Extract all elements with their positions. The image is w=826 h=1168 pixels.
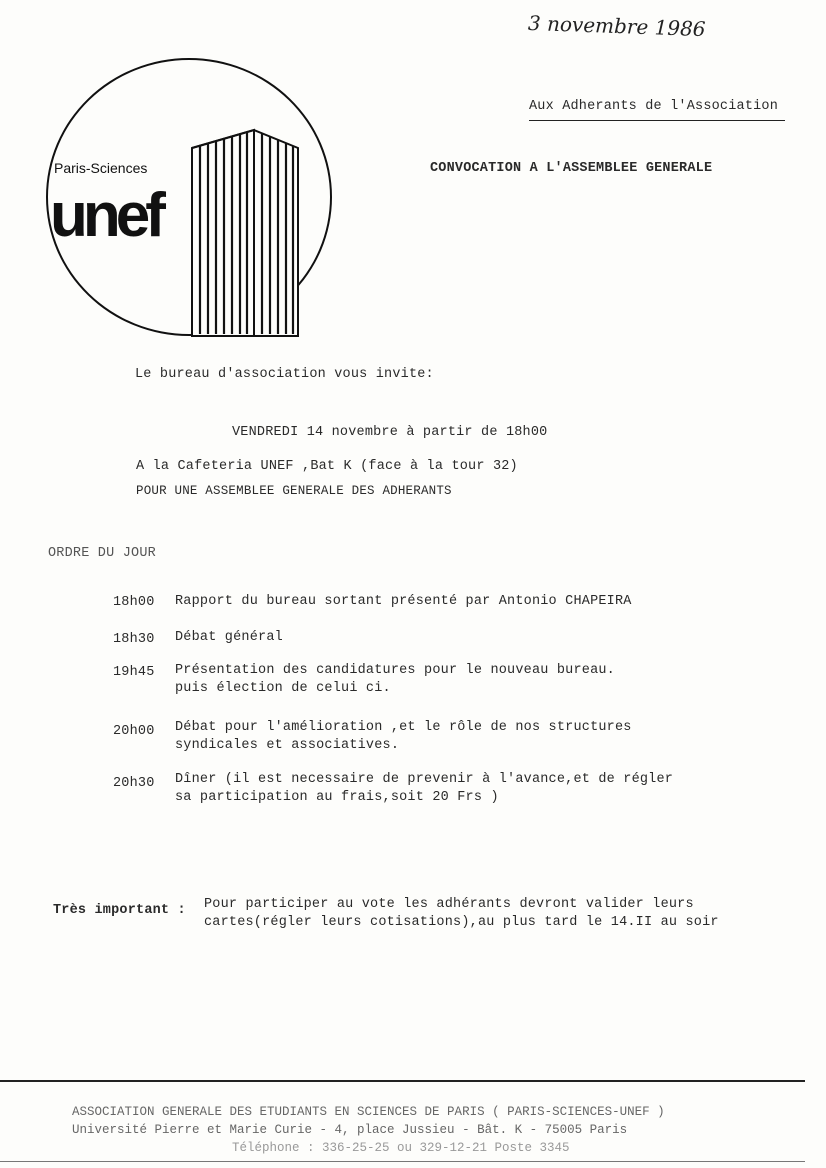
handwritten-date: 3 novembre 1986 (527, 10, 706, 42)
agenda-item-text: Débat général (175, 630, 283, 645)
agenda-time: 20h30 (113, 776, 155, 791)
event-place-line: A la Cafeteria UNEF ,Bat K (face à la tour 32) (136, 459, 518, 474)
footer-line-1: ASSOCIATION GENERALE DES ETUDIANTS EN SCIENCES DE PARIS ( PARIS-SCIENCES-UNEF ) (72, 1105, 665, 1119)
logo-text-paris-sciences: Paris-Sciences (54, 160, 148, 176)
footer-line-2: Université Pierre et Marie Curie - 4, place Jussieu - Bât. K - 75005 Paris (72, 1123, 628, 1137)
footer-line-3: Téléphone : 336-25-25 ou 329-12-21 Poste 3345 (232, 1141, 570, 1155)
footer-bottom-line (0, 1161, 805, 1162)
important-line-2: cartes(régler leurs cotisations),au plus tard le 14.II au soir (204, 915, 719, 930)
event-date-line: VENDREDI 14 novembre à partir de 18h00 (232, 425, 548, 440)
agenda-title: ORDRE DU JOUR (48, 546, 156, 561)
agenda-time: 18h00 (113, 595, 155, 610)
footer-divider (0, 1080, 805, 1082)
agenda-item-text: puis élection de celui ci. (175, 681, 391, 696)
agenda-time: 20h00 (113, 724, 155, 739)
agenda-item-text: syndicales et associatives. (175, 738, 400, 753)
logo-text-unef: unef (50, 181, 161, 250)
agenda-item-text: Débat pour l'amélioration ,et le rôle de nos structures (175, 720, 632, 735)
agenda-item-text: Dîner (il est necessaire de prevenir à l'avance,et de régler (175, 772, 674, 787)
agenda-time: 18h30 (113, 632, 155, 647)
building-icon (188, 126, 300, 338)
addressee-underline (529, 120, 785, 121)
agenda-item-text: sa participation au frais,soit 20 Frs ) (175, 790, 499, 805)
event-purpose-line: POUR UNE ASSEMBLEE GENERALE DES ADHERANTS (136, 484, 452, 498)
important-label: Très important : (53, 903, 186, 918)
important-line-1: Pour participer au vote les adhérants devront valider leurs (204, 897, 694, 912)
page-title: CONVOCATION A L'ASSEMBLEE GENERALE (430, 161, 713, 176)
agenda-item-text: Présentation des candidatures pour le nouveau bureau. (175, 663, 615, 678)
agenda-time: 19h45 (113, 665, 155, 680)
addressee: Aux Adherants de l'Association (529, 99, 779, 114)
agenda-item-text: Rapport du bureau sortant présenté par Antonio CHAPEIRA (175, 594, 632, 609)
invite-line: Le bureau d'association vous invite: (135, 367, 434, 382)
